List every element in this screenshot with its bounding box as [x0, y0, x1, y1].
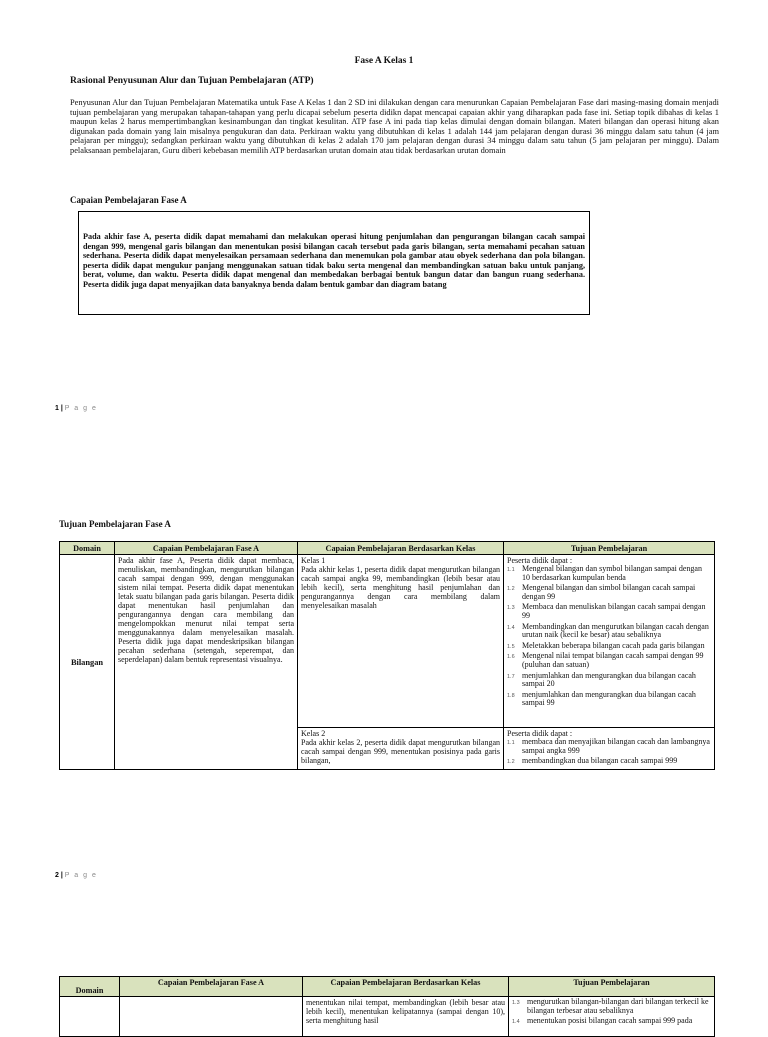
- page-footer-2: [55, 872, 97, 879]
- list-item: [507, 691, 711, 708]
- page-number: 1: [55, 405, 59, 412]
- item-text: Mengenal bilangan dan symbol bilangan sampai dengan 10 berdasarkan kumpulan benda: [522, 564, 702, 582]
- kelas1-text: Pada akhir kelas 1, peserta didik dapat mengurutkan bilangan cacah sampai angka 99, membandingkan (lebih besar atau lebih kecil), serta menghitung hasil penjumlahan dan pengurangannya dengan cara membilang dalam menyelesaikan masalah: [301, 565, 500, 610]
- header-domain: Domain: [60, 977, 120, 997]
- item-number: 1.5: [507, 643, 515, 650]
- item-number: 1.4: [512, 1019, 520, 1026]
- tp-list: [512, 998, 711, 1026]
- item-text: menjumlahkan dan mengurangkan dua bilangan cacah sampai 20: [522, 670, 696, 689]
- page-title: Fase A Kelas 1: [354, 56, 414, 66]
- list-item: [507, 672, 711, 689]
- item-text: Membaca dan menuliskan bilangan cacah sampai dengan 99: [522, 602, 706, 620]
- table-header-row: [60, 977, 715, 997]
- item-number: 1.6: [507, 654, 515, 661]
- header-cp-fase: Capaian Pembelajaran Fase A: [120, 977, 303, 997]
- kelas1-cell: [298, 555, 504, 728]
- table-row: [60, 555, 715, 728]
- tp1-intro: Peserta didik dapat :: [507, 556, 573, 565]
- header-cp-kelas: Capaian Pembelajaran Berdasarkan Kelas: [298, 542, 504, 555]
- list-item: [512, 998, 711, 1015]
- section-heading-tp: Tujuan Pembelajaran Fase A: [59, 519, 171, 529]
- kelas1-title: Kelas 1: [301, 556, 326, 565]
- cp-box: [78, 211, 590, 315]
- list-item: [507, 757, 711, 766]
- tp-table: [59, 541, 715, 770]
- item-text: menentukan posisi bilangan cacah sampai 999 pada: [527, 1016, 693, 1026]
- kelas2-title: Kelas 2: [301, 729, 326, 738]
- list-item: [507, 565, 711, 582]
- tp2-list: [507, 738, 711, 766]
- tp1-cell: [504, 555, 715, 728]
- tp-cell: [509, 997, 715, 1037]
- list-item: [507, 623, 711, 640]
- header-tujuan: Tujuan Pembelajaran: [504, 542, 715, 555]
- domain-cell: [60, 997, 120, 1037]
- item-text: Meletakkan beberapa bilangan cacah pada garis bilangan: [522, 640, 705, 650]
- item-number: 1.8: [507, 692, 515, 699]
- list-item: [512, 1017, 711, 1026]
- header-cp-kelas: Capaian Pembelajaran Berdasarkan Kelas: [303, 977, 509, 997]
- section-heading-cp: Capaian Pembelajaran Fase A: [70, 195, 187, 205]
- item-number: 1.2: [507, 586, 515, 593]
- tp2-cell: [504, 728, 715, 770]
- cp-fase-cell: [120, 997, 303, 1037]
- kelas-cell: [303, 997, 509, 1037]
- list-item: [507, 603, 711, 620]
- tp-table-continued: [59, 976, 715, 1037]
- item-text: membandingkan dua bilangan cacah sampai 999: [522, 756, 678, 766]
- item-text: Mengenal bilangan dan simbol bilangan cacah sampai dengan 99: [522, 583, 696, 601]
- list-item: [507, 642, 711, 651]
- cp-fase-text: Pada akhir fase A, Peserta didik dapat membaca, menuliskan, membandingkan, mengurutkan bilangan cacah sampai dengan 999, dengan menggunakan sistem nilai tempat. Peserta didik dapat menentukan letak suatu bilangan pada garis bilangan. Peserta didik dapat menentukan hasil penjumlahan dan pengurangannya dengan cara membilang dan mengelompokkan menurut nilai tempat serta menggunakannya dalam menyelesaikan masalah. Peserta didik juga dapat mendeskripsikan bilangan pecahan sederhana (setengah, seperempat, dan seperdelapan) dalam bentuk representasi visualnya.: [118, 556, 294, 664]
- kelas-text: menentukan nilai tempat, membandingkan (lebih besar atau lebih kecil), menentukan kelipatannya (sampai dengan 10), serta menghitung hasil: [306, 998, 505, 1025]
- item-text: Mengenal nilai tempat bilangan cacah sampai dengan 99 (puluhan dan satuan): [522, 651, 704, 669]
- item-number: 1.1: [507, 567, 515, 573]
- item-number: 1.7: [507, 673, 515, 680]
- cp-fase-cell: [115, 555, 298, 770]
- item-number: 1.2: [507, 759, 515, 766]
- table-row: [60, 997, 715, 1037]
- item-number: 1.4: [507, 624, 515, 631]
- list-item: [507, 738, 711, 755]
- list-item: [507, 652, 711, 669]
- item-number: 1.3: [507, 605, 515, 612]
- domain-cell: Bilangan: [60, 555, 115, 770]
- item-text: menjumlahkan dan mengurangkan dua bilangan cacah sampai 99: [522, 689, 696, 708]
- item-number: 1.1: [507, 740, 515, 746]
- kelas2-text: Pada akhir kelas 2, peserta didik dapat mengurutkan bilangan cacah sampai dengan 999, menentukan posisinya pada garis bilangan,: [301, 738, 500, 765]
- list-item: [507, 584, 711, 601]
- header-cp-fase: Capaian Pembelajaran Fase A: [115, 542, 298, 555]
- page-separator: |: [60, 872, 63, 879]
- kelas2-cell: [298, 728, 504, 770]
- tp1-list: [507, 565, 711, 708]
- page-separator: |: [60, 405, 63, 412]
- tp2-intro: Peserta didik dapat :: [507, 729, 573, 738]
- page-number: 2: [55, 872, 59, 879]
- item-number: 1.3: [512, 1000, 520, 1006]
- page-label: P a g e: [64, 872, 98, 879]
- cp-box-text: Pada akhir fase A, peserta didik dapat memahami dan melakukan operasi hitung penjumlahan dan pengurangan bilangan cacah sampai dengan 999, mengenal garis bilangan dan menentukan posisi bilangan cacah tersebut pada garis bilangan, serta memahami pecahan satuan sederhana. Peserta didik dapat menyelesaikan persamaan sederhana dan menemukan pola gambar atau obyek sederhana dan pola bilangan. peserta didik dapat mengukur panjang menggunakan satuan tidak baku serta mengenal dan membandingkan satuan baku untuk panjang, berat, volume, dan waktu. Peserta didik dapat mengenal dan membedakan berbagai bentuk bangun datar dan bangun ruang sederhana. Peserta didik juga dapat menyajikan data banyaknya benda dalam bentuk gambar dan diagram batang: [83, 232, 585, 289]
- table-header-row: [60, 542, 715, 555]
- item-text: Membandingkan dan mengurutkan bilangan cacah dengan urutan naik (kecil ke besar) atau sebaliknya: [522, 621, 709, 640]
- page-footer-1: [55, 405, 97, 412]
- section-heading-rasional: Rasional Penyusunan Alur dan Tujuan Pembelajaran (ATP): [70, 76, 314, 86]
- rasional-paragraph: Penyusunan Alur dan Tujuan Pembelajaran Matematika untuk Fase A Kelas 1 dan 2 SD ini dilakukan dengan cara menurunkan Capaian Pembelajaran Fase dari masing-masing domain menjadi tujuan pembelajaran yang merupakan tahapan-tahapan yang perlu dicapai sebelum peserta didikn dapat mencapai capaian akhir yang diharapkan pada fase ini. Setiap topik dibahas di kelas 1 maupun kelas 2 harus mempertimbangkan kesinambungan dan tingkat kesulitan. ATP fase A ini pada tiap kelas dimulai dengan domain bilangan. Materi bilangan dan operasi hitung akan digunakan pada domain yang lain misalnya pengukuran dan data. Perkiraan waktu yang dibutuhkan di kelas 1 adalah 144 jam pelajaran dengan durasi 36 minggu dalam satu tahun (4 jam pelajaran per minggu); sedangkan perkiraan waktu yang dibutuhkan di kelas 2 adalah 170 jam pelajaran dengan durasi 34 minggu dalam satu tahun (5 jam pelajaran per minggu). Dalam pelaksanaan pembelajaran, Guru diberi kebebasan memilih ATP berdasarkan urutan domain atau tidak berdasarkan urutan domain: [70, 98, 719, 155]
- header-domain: Domain: [60, 542, 115, 555]
- page-label: P a g e: [64, 405, 98, 412]
- item-text: membaca dan menyajikan bilangan cacah dan lambangnya sampai angka 999: [522, 737, 710, 755]
- header-tujuan: Tujuan Pembelajaran: [509, 977, 715, 997]
- item-text: mengurutkan bilangan-bilangan dari bilangan terkecil ke bilangan terbesar atau sebaliknya: [527, 997, 709, 1015]
